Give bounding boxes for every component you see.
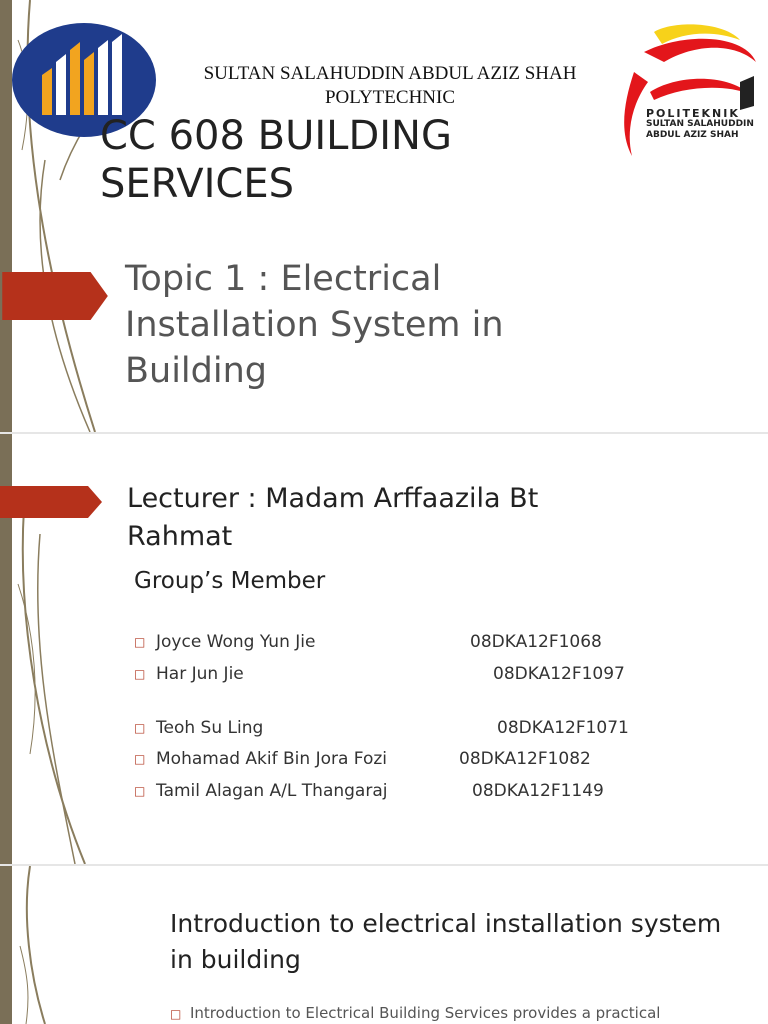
lecturer-name: Lecturer : Madam Arffaazila Bt Rahmat [127,483,539,552]
member-id: 08DKA12F1068 [470,632,602,652]
slide-2 [0,434,768,864]
member-id: 08DKA12F1082 [459,749,591,769]
bullet-icon: □ [170,1007,182,1021]
topic-title: Topic 1 : Electrical Installation System in Building [125,259,504,391]
slide-3 [0,866,768,1024]
vine-decoration [0,866,140,1024]
member-row [134,662,694,686]
member-row [134,630,694,654]
member-row [134,779,694,803]
lecturer-arrow-marker [0,478,104,526]
intro-title: Introduction to electrical installation system in building [170,909,722,974]
group-members-heading: Group’s Member [134,568,326,594]
bullet-icon: □ [134,667,146,681]
slide-1 [0,0,768,432]
member-name: Mohamad Akif Bin Jora Fozi [156,749,388,769]
course-title: CC 608 BUILDING SERVICES [100,113,452,207]
institution-name: SULTAN SALAHUDDIN ABDUL AZIZ SHAH POLYTECHNIC [203,63,577,108]
member-id: 08DKA12F1097 [493,664,625,684]
bullet-icon: □ [134,752,146,766]
topic-arrow-marker [0,272,112,320]
member-row [134,716,694,740]
logo-text-line-2: SULTAN SALAHUDDIN [646,119,754,129]
member-id: 08DKA12F1071 [497,718,629,738]
member-name: Tamil Alagan A/L Thangaraj [156,781,388,801]
bullet-icon: □ [134,721,146,735]
logo-text-line-1: POLITEKNIK [646,107,740,120]
logo-text-line-3: ABDUL AZIZ SHAH [646,130,739,140]
bullet-icon: □ [134,635,146,649]
member-row [134,747,694,771]
member-name: Joyce Wong Yun Jie [156,632,316,652]
bullet-icon: □ [134,784,146,798]
politeknik-logo-text [646,108,760,141]
intro-bullet-text: Introduction to Electrical Building Services provides a practical [190,1004,661,1022]
member-name: Teoh Su Ling [156,718,264,738]
member-id: 08DKA12F1149 [472,781,604,801]
member-name: Har Jun Jie [156,664,244,684]
